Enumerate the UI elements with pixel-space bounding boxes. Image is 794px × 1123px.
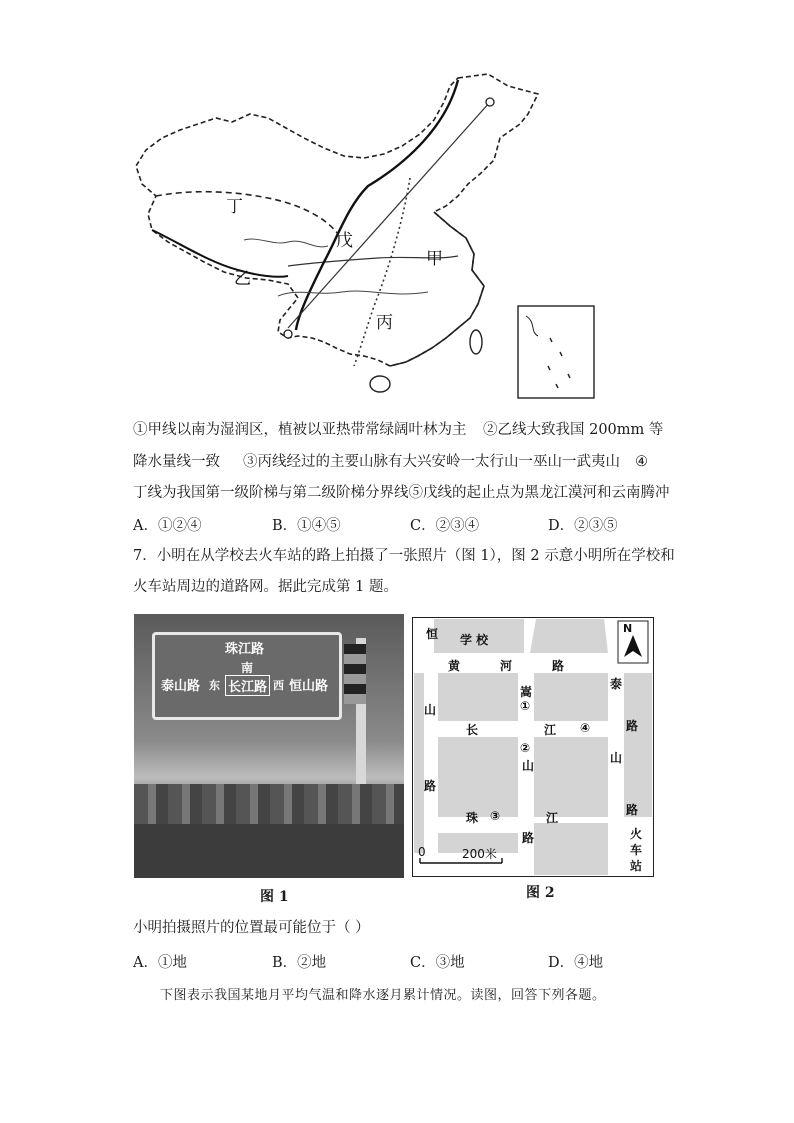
statement-line-2a xyxy=(133,452,220,472)
marker-2: ② xyxy=(520,741,531,755)
marker-3: ③ xyxy=(490,809,501,823)
q7-option-a[interactable]: A．①地 xyxy=(133,955,187,971)
q7-option-b[interactable]: B．②地 xyxy=(272,955,327,971)
sign-west: 西 xyxy=(273,679,284,692)
line-yi-west xyxy=(152,230,288,277)
label-bing: 丙 xyxy=(376,313,393,333)
label-chang: 长 xyxy=(466,723,479,737)
marker-4: ④ xyxy=(580,721,591,735)
statement-line-2c xyxy=(635,452,648,472)
statement-4-5: 丁线为我国第一级阶梯与第二级阶梯分界线⑤戊线的起止点为黑龙江漠河和云南腾冲 xyxy=(133,485,670,501)
label-school: 学 校 xyxy=(460,633,489,647)
statement-4-mark: ④ xyxy=(635,454,648,470)
label-station-2: 车 xyxy=(630,843,643,857)
label-yi: 乙 xyxy=(234,269,251,289)
china-outline xyxy=(136,74,538,366)
label-jiang2: 江 xyxy=(546,811,559,825)
label-lu-huang: 路 xyxy=(552,659,565,673)
fig2-labels xyxy=(412,617,654,877)
q6-option-b[interactable]: B．①④⑤ xyxy=(272,518,341,534)
q7-option-d[interactable]: D．④地 xyxy=(548,955,604,971)
line-bing xyxy=(354,178,410,366)
statement-line-1b xyxy=(483,420,663,440)
next-section-intro: 下图表示我国某地月平均气温和降水逐月累计情况。读图，回答下列各题。 xyxy=(160,988,606,1003)
label-huang: 黄 xyxy=(448,659,461,673)
q6-option-d[interactable]: D．②③⑤ xyxy=(548,518,618,534)
q6-option-c[interactable]: C．②③④ xyxy=(410,518,480,534)
traffic-lights xyxy=(344,644,366,704)
label-he: 河 xyxy=(500,659,513,673)
sign-right: 恒山路 xyxy=(289,679,329,694)
scale-label: 200米 xyxy=(462,847,497,861)
label-ding: 丁 xyxy=(226,197,243,217)
figure-1-photo xyxy=(134,614,404,878)
label-shan-right: 山 xyxy=(610,751,623,765)
sign-south: 南 xyxy=(241,661,254,675)
statement-1: ①甲线以南为湿润区，植被以亚热带常绿阔叶林为主 xyxy=(133,422,467,438)
china-map xyxy=(128,66,608,406)
line-wu xyxy=(288,102,490,328)
figure-2-caption: 图 2 xyxy=(526,885,555,901)
q7-option-c[interactable]: C．③地 xyxy=(410,955,465,971)
label-heng-top: 恒 xyxy=(426,627,439,641)
label-lu-tai: 路 xyxy=(626,719,639,733)
label-zhu: 珠 xyxy=(466,811,479,825)
marker-1: ① xyxy=(520,699,531,713)
wu-end-point xyxy=(284,330,292,338)
q7-stem-1: 7．小明在从学校去火车站的路上拍摄了一张照片（图 1），图 2 示意小明所在学校和 xyxy=(133,548,675,564)
sign-left: 泰山路 xyxy=(161,679,201,694)
sign-center: 长江路 xyxy=(225,675,270,696)
sign-east: 东 xyxy=(209,679,220,692)
hainan-island xyxy=(370,376,390,392)
label-station-3: 站 xyxy=(630,859,643,873)
label-shan-mid: 山 xyxy=(522,759,535,773)
road-sign xyxy=(152,632,342,720)
river-yellow xyxy=(244,239,328,247)
skyline xyxy=(134,784,404,824)
statement-line-3 xyxy=(133,483,670,503)
q7-question: 小明拍摄照片的位置最可能位于（ ） xyxy=(133,920,370,936)
label-station-1: 火 xyxy=(630,827,643,841)
label-lu-mid: 路 xyxy=(522,831,535,845)
label-lu-right: 路 xyxy=(626,803,639,817)
label-heng-mid: 山 xyxy=(424,703,437,717)
sign-top: 珠江路 xyxy=(225,642,265,657)
label-tai: 泰 xyxy=(610,677,623,691)
label-wu: 戊 xyxy=(336,231,353,251)
statement-2-start: ②乙线大致我国 200mm 等 xyxy=(483,422,664,438)
statement-2-end: 降水量线一致 xyxy=(133,454,220,470)
q7-stem-2: 火车站周边的道路网。据此完成第 1 题。 xyxy=(133,579,398,595)
statement-line-2b xyxy=(243,452,620,472)
north-label: N xyxy=(623,622,633,635)
label-song: 嵩 xyxy=(520,685,533,699)
label-jia: 甲 xyxy=(426,249,443,269)
taiwan-island xyxy=(470,330,482,354)
statement-line-1 xyxy=(133,420,467,440)
label-jiang: 江 xyxy=(544,723,557,737)
wu-start-point xyxy=(486,98,494,106)
scale-zero: 0 xyxy=(418,845,426,859)
river-yangtze xyxy=(278,291,428,296)
line-ding xyxy=(156,192,338,234)
statement-3: ③丙线经过的主要山脉有大兴安岭一太行山一巫山一武夷山 xyxy=(243,454,620,470)
road xyxy=(134,824,404,878)
figure-1-caption: 图 1 xyxy=(260,889,289,905)
label-heng-bot: 路 xyxy=(424,779,437,793)
q6-option-a[interactable]: A．①②④ xyxy=(133,518,202,534)
